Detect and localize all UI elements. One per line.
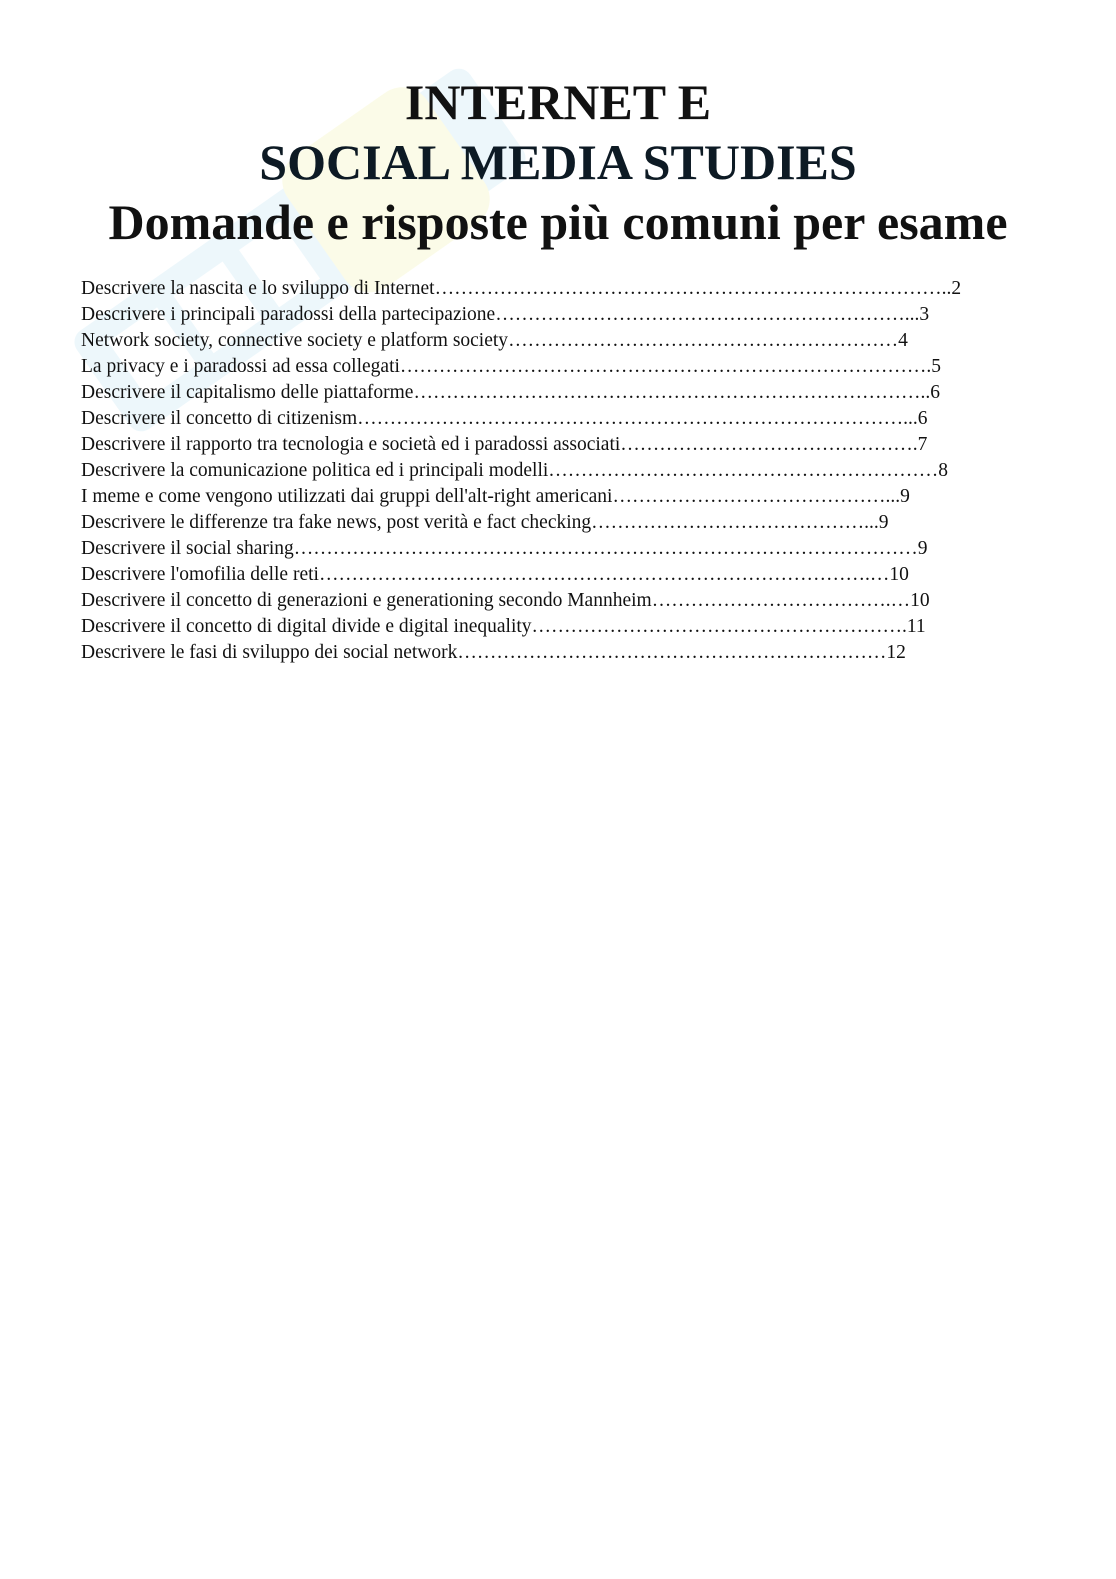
toc-entry-leader: ……………………………………...	[591, 512, 879, 533]
toc-entry-page: 11	[906, 616, 926, 637]
toc-entry-page: 9	[917, 538, 928, 559]
toc-entry-page: 3	[919, 304, 930, 325]
toc-entry[interactable]	[81, 640, 1031, 666]
title-line-1: INTERNET E	[404, 74, 712, 130]
toc-entry-leader: ………………………………………………….	[531, 616, 907, 637]
toc-entry[interactable]	[81, 614, 1031, 640]
toc-entry-text: Descrivere il social sharing	[81, 538, 294, 559]
toc-entry-page: 10	[910, 590, 930, 611]
toc-entry-leader: …………………………………………………………	[457, 642, 887, 663]
toc-entry-leader: …………………………………………………………………………...	[357, 408, 918, 429]
toc-entry-page: 2	[951, 278, 962, 299]
toc-entry[interactable]	[81, 380, 1031, 406]
toc-entry-page: 9	[878, 512, 889, 533]
toc-entry-text: Network society, connective society e platform society	[81, 330, 509, 351]
toc-entry[interactable]	[81, 484, 1031, 510]
toc-entry-page: 9	[900, 486, 910, 507]
toc-entry-leader: ……………………………….…	[651, 590, 911, 611]
toc-entry[interactable]	[81, 536, 1031, 562]
title-line-2: SOCIAL MEDIA STUDIES	[259, 134, 857, 190]
toc-entry[interactable]	[81, 510, 1031, 536]
toc-entry-page: 12	[886, 642, 906, 663]
toc-entry-text: Descrivere le differenze tra fake news, post verità e fact checking	[81, 512, 592, 533]
toc-entry-text: Descrivere le fasi di sviluppo dei social network	[81, 642, 458, 663]
toc-entry-text: Descrivere la comunicazione politica ed i principali modelli	[81, 460, 549, 481]
toc-entry[interactable]	[81, 302, 1031, 328]
title-subtitle: Domande e risposte più comuni per esame	[108, 194, 1008, 250]
toc-entry-text: Descrivere il capitalismo delle piattaforme	[81, 382, 414, 403]
toc-entry-text: Descrivere il rapporto tra tecnologia e società ed i paradossi associati	[81, 434, 621, 455]
toc-entry-text: Descrivere il concetto di digital divide e digital inequality	[81, 616, 532, 637]
toc-entry-leader: ………………………………………………………...	[495, 304, 920, 325]
toc-entry-text: La privacy e i paradossi ad essa collegati	[81, 356, 400, 377]
toc-entry-page: 8	[938, 460, 949, 481]
toc-entry-leader: ……………………………………………………………………….	[399, 356, 932, 377]
toc-entry-leader: ……………………………………………………	[548, 460, 939, 481]
toc-entry[interactable]	[81, 562, 1031, 588]
toc-entry[interactable]	[81, 432, 1031, 458]
toc-entry-page: 5	[931, 356, 942, 377]
toc-entry-leader: ……………………………………………………………………..	[413, 382, 931, 403]
toc-entry-text: I meme e come vengono utilizzati dai gruppi dell'alt-right americani	[81, 486, 613, 507]
document-title	[0, 72, 1116, 252]
toc-entry-leader: ……………………………………….	[620, 434, 918, 455]
toc-entry[interactable]	[81, 276, 1031, 302]
toc-entry-leader: ……………………………………………………	[508, 330, 899, 351]
toc-entry-text: Descrivere l'omofilia delle reti	[81, 564, 319, 585]
toc-entry-page: 6	[917, 408, 928, 429]
toc-entry-page: 10	[889, 564, 909, 585]
table-of-contents	[81, 276, 1031, 666]
toc-entry-page: 7	[917, 434, 928, 455]
toc-entry-text: Descrivere il concetto di citizenism	[81, 408, 358, 429]
toc-entry[interactable]	[81, 328, 1031, 354]
toc-entry-leader: ……………………………………...	[612, 486, 901, 507]
toc-entry[interactable]	[81, 406, 1031, 432]
toc-entry-text: Descrivere i principali paradossi della partecipazione	[81, 304, 496, 325]
toc-entry[interactable]	[81, 458, 1031, 484]
toc-entry-leader: ……………………………………………………………………..	[434, 278, 952, 299]
toc-entry-leader: ………………………………………………………………………….…	[318, 564, 890, 585]
toc-entry-leader: ……………………………………………………………………………………	[293, 538, 918, 559]
toc-entry[interactable]	[81, 588, 1031, 614]
toc-entry[interactable]	[81, 354, 1031, 380]
toc-entry-page: 4	[898, 330, 908, 351]
toc-entry-text: Descrivere la nascita e lo sviluppo di Internet	[81, 278, 435, 299]
toc-entry-text: Descrivere il concetto di generazioni e generationing secondo Mannheim	[81, 590, 652, 611]
toc-entry-page: 6	[930, 382, 940, 403]
